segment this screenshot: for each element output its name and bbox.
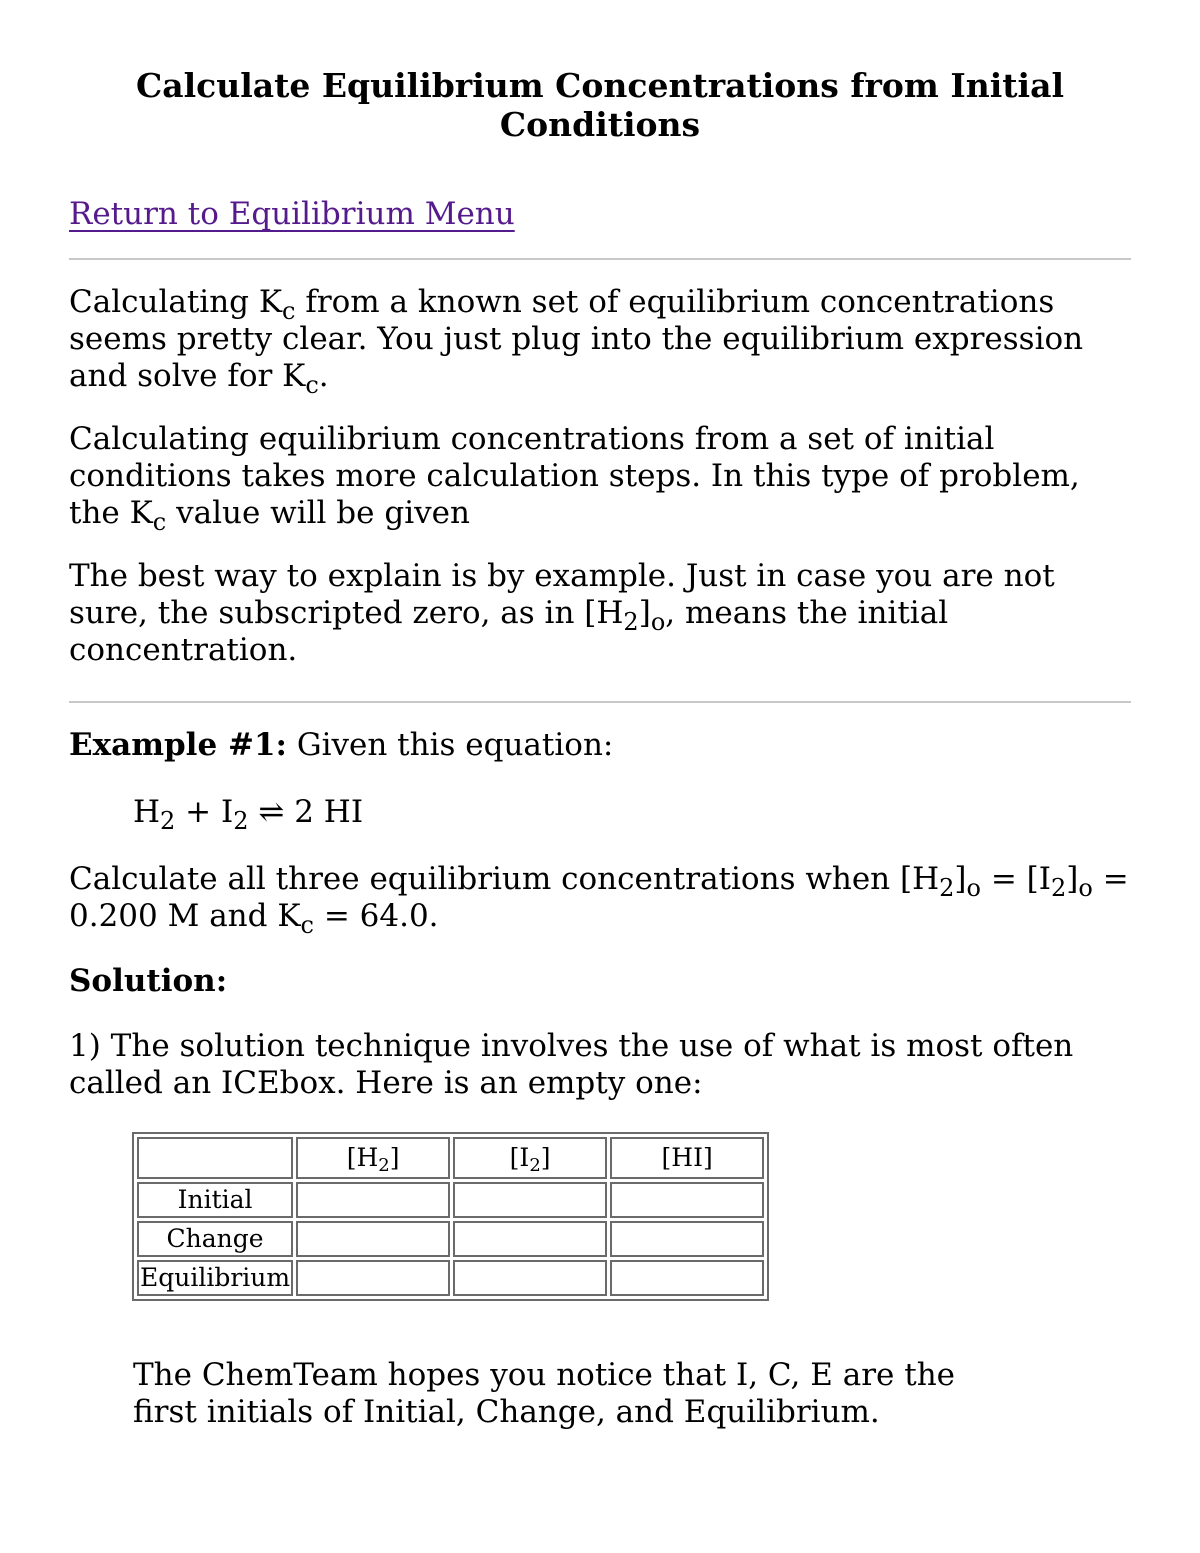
problem-statement: Calculate all three equilibrium concentrations when $[H_2]_o = [I_2]_o = 0.200$ M and $K_c = 64.0$. (69, 861, 1129, 939)
intro-paragraph-3: The best way to explain is by example. Just in case you are not sure, the subscripted zero, as in $[H_2]_o$, means the initial concentration. (69, 558, 1055, 668)
ice-row-label: Change (137, 1221, 293, 1257)
intro-paragraph-1: Calculating $K_c$ from a known set of equilibrium concentrations seems pretty clear. You just plug into the equilibrium expression and solve for $K_c$. (69, 284, 1084, 399)
ice-header-cell: $[H_2]$ (296, 1137, 450, 1179)
ice-note: The ChemTeam hopes you notice that I, C, E are the first initials of Initial, Change, and Equilibrium. (133, 1357, 955, 1430)
ice-empty-cell (296, 1182, 450, 1218)
ice-empty-cell (610, 1182, 764, 1218)
ice-row-label: Equilibrium (137, 1260, 293, 1296)
solution-heading: Solution: (69, 963, 228, 999)
ice-header-cell (137, 1137, 293, 1179)
ice-table (132, 1132, 769, 1301)
ice-empty-cell (453, 1182, 607, 1218)
ice-empty-cell (610, 1221, 764, 1257)
ice-empty-cell (610, 1260, 764, 1296)
example-heading: Example #1: Given this equation: (69, 727, 614, 763)
ice-header-cell: [HI] (610, 1137, 764, 1179)
ice-empty-cell (296, 1221, 450, 1257)
intro-paragraph-2: Calculating equilibrium concentrations from a set of initial conditions takes more calculation steps. In this type of problem, the $K_c$ value will be given (69, 421, 1080, 536)
solution-step-1: 1) The solution technique involves the use of what is most often called an ICEbox. Here is an empty one: (69, 1028, 1074, 1101)
return-to-equilibrium-menu-link[interactable]: Return to Equilibrium Menu (69, 196, 515, 232)
ice-empty-cell (296, 1260, 450, 1296)
ice-header-row (137, 1137, 764, 1179)
example-label: Example #1: (69, 727, 287, 763)
chemical-equation: $H_2 + I_2$ ⇌ 2 HI (133, 794, 364, 835)
table-row (137, 1182, 764, 1218)
table-row (137, 1260, 764, 1296)
ice-header-cell: $[I_2]$ (453, 1137, 607, 1179)
table-row (137, 1221, 764, 1257)
ice-empty-cell (453, 1260, 607, 1296)
ice-row-label: Initial (137, 1182, 293, 1218)
equilibrium-arrow-icon: ⇌ (248, 794, 295, 830)
divider (69, 701, 1131, 703)
divider (69, 258, 1131, 260)
ice-empty-cell (453, 1221, 607, 1257)
page-title: Calculate Equilibrium Concentrations from Initial Conditions (135, 66, 1064, 144)
